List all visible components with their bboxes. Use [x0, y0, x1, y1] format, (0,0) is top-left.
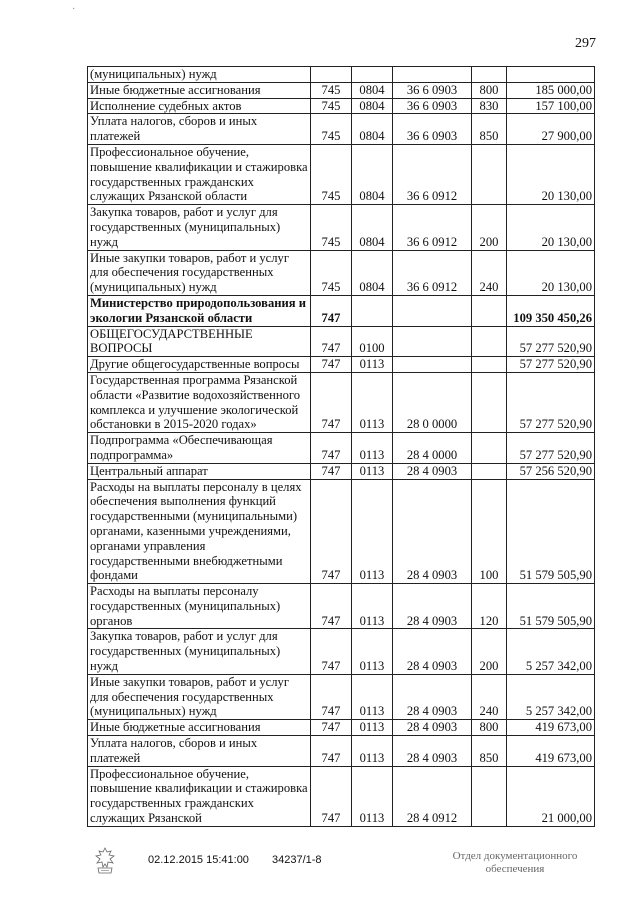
stamp-line-1: Отдел документационного: [452, 850, 578, 862]
scan-artifact-mark: ·: [72, 4, 76, 15]
row-section-code-cell: 0804: [352, 205, 393, 250]
row-name-cell: Иные бюджетные ассигнования: [88, 82, 311, 98]
row-section-code-cell: 0113: [352, 584, 393, 629]
row-expense-type-cell: 200: [472, 629, 507, 674]
row-amount-cell: 419 673,00: [507, 720, 595, 736]
row-amount-cell: 57 277 520,90: [507, 433, 595, 464]
table-row: [88, 67, 595, 83]
row-expense-type-cell: 240: [472, 674, 507, 719]
row-ved-code-cell: 747: [311, 295, 352, 326]
stamp-line-2: обеспечения: [485, 863, 545, 875]
row-name-cell: Закупка товаров, работ и услуг для государственных (муниципальных) нужд: [88, 205, 311, 250]
budget-table: [87, 66, 595, 827]
row-section-code-cell: 0113: [352, 433, 393, 464]
row-target-article-cell: 36 6 0903: [393, 98, 472, 114]
row-target-article-cell: [393, 326, 472, 357]
row-ved-code-cell: 747: [311, 584, 352, 629]
row-name-cell: Иные бюджетные ассигнования: [88, 720, 311, 736]
row-section-code-cell: 0113: [352, 766, 393, 826]
row-section-code-cell: 0113: [352, 736, 393, 767]
row-name-cell: Министерство природопользования и экологии Рязанской области: [88, 295, 311, 326]
row-expense-type-cell: [472, 463, 507, 479]
row-ved-code-cell: 747: [311, 357, 352, 373]
row-section-code-cell: 0113: [352, 479, 393, 584]
row-ved-code-cell: 747: [311, 629, 352, 674]
row-section-code-cell: 0113: [352, 357, 393, 373]
page-number: 297: [575, 36, 596, 51]
row-target-article-cell: 36 6 0912: [393, 205, 472, 250]
row-expense-type-cell: 240: [472, 250, 507, 295]
row-amount-cell: 21 000,00: [507, 766, 595, 826]
coat-of-arms-icon: [92, 846, 118, 876]
row-name-cell: Государственная программа Рязанской области «Развитие водохозяйственного комплекса и улучшение экологической обстановки в 2015-2020 годах»: [88, 372, 311, 432]
row-ved-code-cell: 745: [311, 205, 352, 250]
row-expense-type-cell: 200: [472, 205, 507, 250]
table-row: [88, 250, 595, 295]
row-expense-type-cell: 100: [472, 479, 507, 584]
row-ved-code-cell: 745: [311, 82, 352, 98]
row-section-code-cell: 0113: [352, 674, 393, 719]
row-target-article-cell: 36 6 0912: [393, 144, 472, 204]
row-amount-cell: 109 350 450,26: [507, 295, 595, 326]
row-amount-cell: 57 277 520,90: [507, 357, 595, 373]
table-row: [88, 463, 595, 479]
row-amount-cell: 51 579 505,90: [507, 584, 595, 629]
row-section-code-cell: 0804: [352, 144, 393, 204]
table-row: [88, 674, 595, 719]
row-target-article-cell: 28 4 0903: [393, 479, 472, 584]
row-ved-code-cell: 747: [311, 326, 352, 357]
row-ved-code-cell: 745: [311, 144, 352, 204]
row-name-cell: Закупка товаров, работ и услуг для государственных (муниципальных) нужд: [88, 629, 311, 674]
row-expense-type-cell: 800: [472, 82, 507, 98]
row-target-article-cell: 36 6 0912: [393, 250, 472, 295]
row-name-cell: Расходы на выплаты персоналу в целях обеспечения выполнения функций государственными (муниципальными) органами, казенными учреждениями, органами управления государственными внебюджетными фондами: [88, 479, 311, 584]
row-target-article-cell: 28 4 0903: [393, 736, 472, 767]
row-amount-cell: 57 256 520,90: [507, 463, 595, 479]
row-amount-cell: 5 257 342,00: [507, 629, 595, 674]
table-row: [88, 295, 595, 326]
row-section-code-cell: 0804: [352, 82, 393, 98]
row-section-code-cell: 0804: [352, 98, 393, 114]
row-target-article-cell: 28 4 0903: [393, 629, 472, 674]
row-expense-type-cell: 850: [472, 736, 507, 767]
row-section-code-cell: 0113: [352, 720, 393, 736]
row-amount-cell: 419 673,00: [507, 736, 595, 767]
row-target-article-cell: [393, 67, 472, 83]
row-expense-type-cell: 850: [472, 114, 507, 145]
table-row: [88, 372, 595, 432]
row-amount-cell: 5 257 342,00: [507, 674, 595, 719]
table-row: [88, 720, 595, 736]
table-row: [88, 82, 595, 98]
row-amount-cell: 57 277 520,90: [507, 326, 595, 357]
row-ved-code-cell: [311, 67, 352, 83]
table-row: [88, 629, 595, 674]
table-row: [88, 357, 595, 373]
row-expense-type-cell: [472, 144, 507, 204]
row-ved-code-cell: 747: [311, 736, 352, 767]
row-name-cell: Уплата налогов, сборов и иных платежей: [88, 736, 311, 767]
row-name-cell: ОБЩЕГОСУДАРСТВЕННЫЕ ВОПРОСЫ: [88, 326, 311, 357]
row-section-code-cell: 0113: [352, 372, 393, 432]
row-amount-cell: 20 130,00: [507, 205, 595, 250]
row-target-article-cell: 28 4 0000: [393, 433, 472, 464]
row-target-article-cell: 28 4 0903: [393, 674, 472, 719]
department-stamp: [440, 850, 590, 876]
table-row: [88, 479, 595, 584]
row-section-code-cell: [352, 295, 393, 326]
row-name-cell: Иные закупки товаров, работ и услуг для обеспечения государственных (муниципальных) нужд: [88, 250, 311, 295]
row-target-article-cell: 28 4 0912: [393, 766, 472, 826]
row-name-cell: Другие общегосударственные вопросы: [88, 357, 311, 373]
row-name-cell: Уплата налогов, сборов и иных платежей: [88, 114, 311, 145]
row-amount-cell: 57 277 520,90: [507, 372, 595, 432]
row-amount-cell: 20 130,00: [507, 250, 595, 295]
budget-table-body: [88, 67, 595, 827]
row-ved-code-cell: 745: [311, 114, 352, 145]
row-target-article-cell: 28 4 0903: [393, 584, 472, 629]
row-target-article-cell: 28 0 0000: [393, 372, 472, 432]
table-row: [88, 114, 595, 145]
table-row: [88, 144, 595, 204]
row-expense-type-cell: [472, 67, 507, 83]
row-amount-cell: 185 000,00: [507, 82, 595, 98]
row-ved-code-cell: 747: [311, 479, 352, 584]
row-ved-code-cell: 747: [311, 674, 352, 719]
row-ved-code-cell: 745: [311, 250, 352, 295]
row-name-cell: Подпрограмма «Обеспечивающая подпрограмма»: [88, 433, 311, 464]
row-expense-type-cell: 800: [472, 720, 507, 736]
table-row: [88, 736, 595, 767]
row-expense-type-cell: [472, 295, 507, 326]
row-ved-code-cell: 747: [311, 433, 352, 464]
table-row: [88, 98, 595, 114]
row-ved-code-cell: 747: [311, 463, 352, 479]
row-expense-type-cell: [472, 766, 507, 826]
row-expense-type-cell: [472, 372, 507, 432]
row-section-code-cell: 0804: [352, 250, 393, 295]
row-amount-cell: 20 130,00: [507, 144, 595, 204]
table-row: [88, 766, 595, 826]
row-amount-cell: [507, 67, 595, 83]
row-amount-cell: 51 579 505,90: [507, 479, 595, 584]
document-number: 34237/1-8: [272, 854, 322, 866]
row-section-code-cell: 0100: [352, 326, 393, 357]
row-expense-type-cell: [472, 433, 507, 464]
table-row: [88, 205, 595, 250]
row-name-cell: Иные закупки товаров, работ и услуг для обеспечения государственных (муниципальных) нужд: [88, 674, 311, 719]
row-target-article-cell: 36 6 0903: [393, 114, 472, 145]
table-row: [88, 326, 595, 357]
row-amount-cell: 157 100,00: [507, 98, 595, 114]
row-expense-type-cell: [472, 326, 507, 357]
row-amount-cell: 27 900,00: [507, 114, 595, 145]
row-ved-code-cell: 747: [311, 372, 352, 432]
row-ved-code-cell: 747: [311, 766, 352, 826]
row-expense-type-cell: [472, 357, 507, 373]
row-target-article-cell: [393, 357, 472, 373]
row-expense-type-cell: 120: [472, 584, 507, 629]
row-ved-code-cell: 747: [311, 720, 352, 736]
row-name-cell: Профессиональное обучение, повышение квалификации и стажировка государственных гражданских служащих Рязанской области: [88, 144, 311, 204]
row-target-article-cell: 36 6 0903: [393, 82, 472, 98]
row-target-article-cell: 28 4 0903: [393, 720, 472, 736]
row-name-cell: Исполнение судебных актов: [88, 98, 311, 114]
table-row: [88, 433, 595, 464]
row-ved-code-cell: 745: [311, 98, 352, 114]
row-section-code-cell: 0113: [352, 463, 393, 479]
row-section-code-cell: [352, 67, 393, 83]
page-footer: [0, 850, 640, 900]
row-target-article-cell: 28 4 0903: [393, 463, 472, 479]
row-target-article-cell: [393, 295, 472, 326]
row-name-cell: Расходы на выплаты персоналу государственных (муниципальных) органов: [88, 584, 311, 629]
row-expense-type-cell: 830: [472, 98, 507, 114]
row-name-cell: Профессиональное обучение, повышение квалификации и стажировка государственных гражданских служащих Рязанской: [88, 766, 311, 826]
row-name-cell: (муниципальных) нужд: [88, 67, 311, 83]
row-section-code-cell: 0113: [352, 629, 393, 674]
row-name-cell: Центральный аппарат: [88, 463, 311, 479]
table-row: [88, 584, 595, 629]
print-datetime: 02.12.2015 15:41:00: [148, 854, 249, 866]
row-section-code-cell: 0804: [352, 114, 393, 145]
